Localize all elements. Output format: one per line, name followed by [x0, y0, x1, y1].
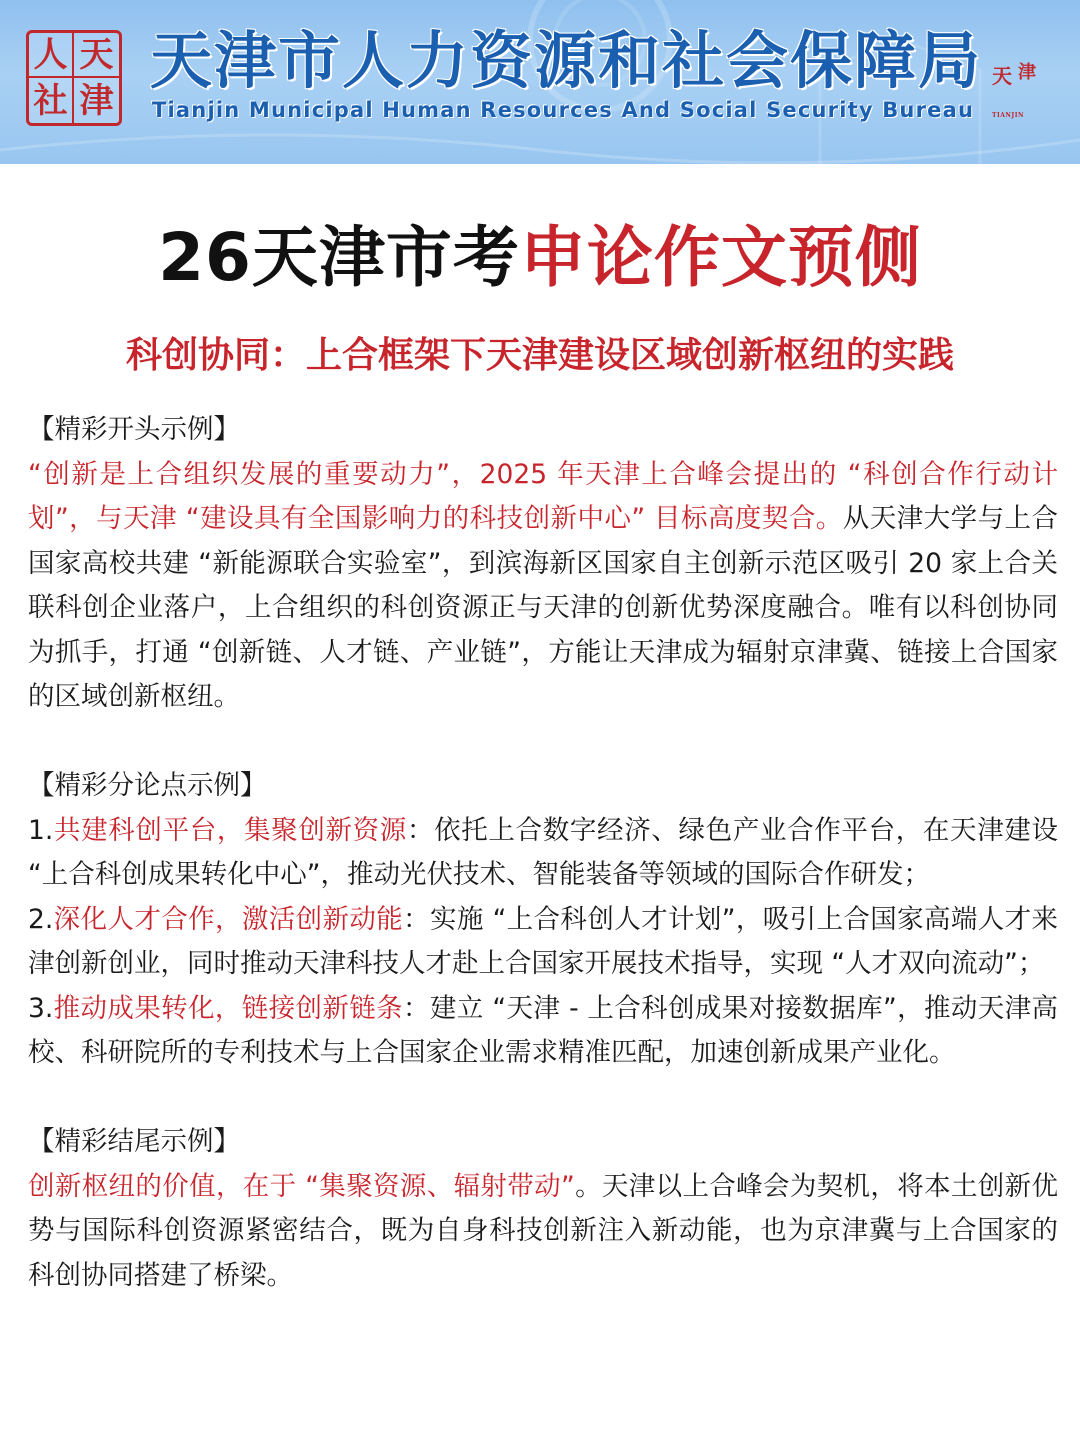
point-body-text: ：依托上合数字经济、绿色产业合作平台，在天津建设 “上合科创成果转化中心”，推动光伏技术、智能装备等领域的国际合作研发； — [28, 814, 1059, 890]
opening-body-text: 从天津大学与上合国家高校共建 “新能源联合实验室”，到滨海新区国家自主创新示范区吸引 20 家上合关联科创企业落户，上合组织的科创资源正与天津的创新优势深度融合。唯有以科创协同为抓手，打通 “创新链、人才链、产业链”，方能让天津成为辐射京津冀、链接上合国家的区域创新枢纽。 — [28, 503, 1058, 712]
opening-red-text: “创新是上合组织发展的重要动力”，2025 年天津上合峰会提出的 “科创合作行动计划”，与天津 “建设具有全国影响力的科技创新中心” 目标高度契合。 — [28, 458, 1058, 534]
seal-char: 社 — [29, 78, 74, 123]
opening-paragraph — [28, 453, 1058, 720]
bureau-title: 天津市人力资源和社会保障局 — [150, 24, 983, 97]
point-number: 1. — [28, 814, 54, 846]
opening-heading: 【精彩开头示例】 — [28, 414, 240, 445]
seal-char: 津 — [79, 80, 114, 121]
point-body-text: ：建立 “天津 - 上合科创成果对接数据库”，推动天津高校、科研院所的专利技术与上合国家企业需求精准匹配，加速创新成果产业化。 — [28, 992, 1058, 1068]
spacer — [28, 1076, 1058, 1121]
page-title-black: 26天津市考 — [158, 219, 520, 296]
closing-heading: 【精彩结尾示例】 — [28, 1126, 240, 1157]
points-heading: 【精彩分论点示例】 — [28, 770, 267, 801]
seal-right-caption: TIANJIN — [992, 112, 1025, 119]
point-red-text: 共建科创平台，集聚创新资源 — [53, 814, 407, 846]
point-item — [28, 809, 1058, 898]
closing-body-text: 。天津以上合峰会为契机，将本土创新优势与国际科创资源紧密结合，既为自身科技创新注入新动能，也为京津冀与上合国家的科创协同搭建了桥梁。 — [28, 1170, 1058, 1291]
seal-right-char: 津 — [1015, 62, 1036, 80]
spacer — [28, 720, 1058, 765]
logo-seal-right — [992, 62, 1046, 118]
seal-char: 天 — [74, 33, 119, 78]
seal-char: 人 — [29, 33, 74, 78]
essay-content — [28, 408, 1058, 1298]
point-number: 3. — [28, 992, 54, 1024]
page-title-red: 申论作文预侧 — [519, 219, 922, 296]
point-item — [28, 987, 1058, 1076]
essay-topic: 科创协同：上合框架下天津建设区域创新枢纽的实践 — [125, 335, 954, 376]
point-number: 2. — [28, 903, 54, 935]
point-red-text: 深化人才合作，激活创新动能 — [53, 903, 404, 935]
point-item — [28, 898, 1058, 987]
header-banner — [0, 0, 1080, 164]
bureau-subtitle: Tianjin Municipal Human Resources And Social Security Bureau — [152, 98, 975, 122]
closing-red-text: 创新枢纽的价值，在于 “集聚资源、辐射带动” — [28, 1170, 575, 1202]
point-body-text: ：实施 “上合科创人才计划”，吸引上合国家高端人才来津创新创业，同时推动天津科技人才赴上合国家开展技术指导，实现 “人才双向流动”； — [28, 903, 1059, 979]
logo-seal-left — [26, 30, 122, 126]
page-title — [0, 218, 1080, 298]
seal-right-char: 天 — [992, 64, 1012, 88]
point-red-text: 推动成果转化，链接创新链条 — [53, 992, 404, 1024]
closing-paragraph — [28, 1165, 1058, 1299]
